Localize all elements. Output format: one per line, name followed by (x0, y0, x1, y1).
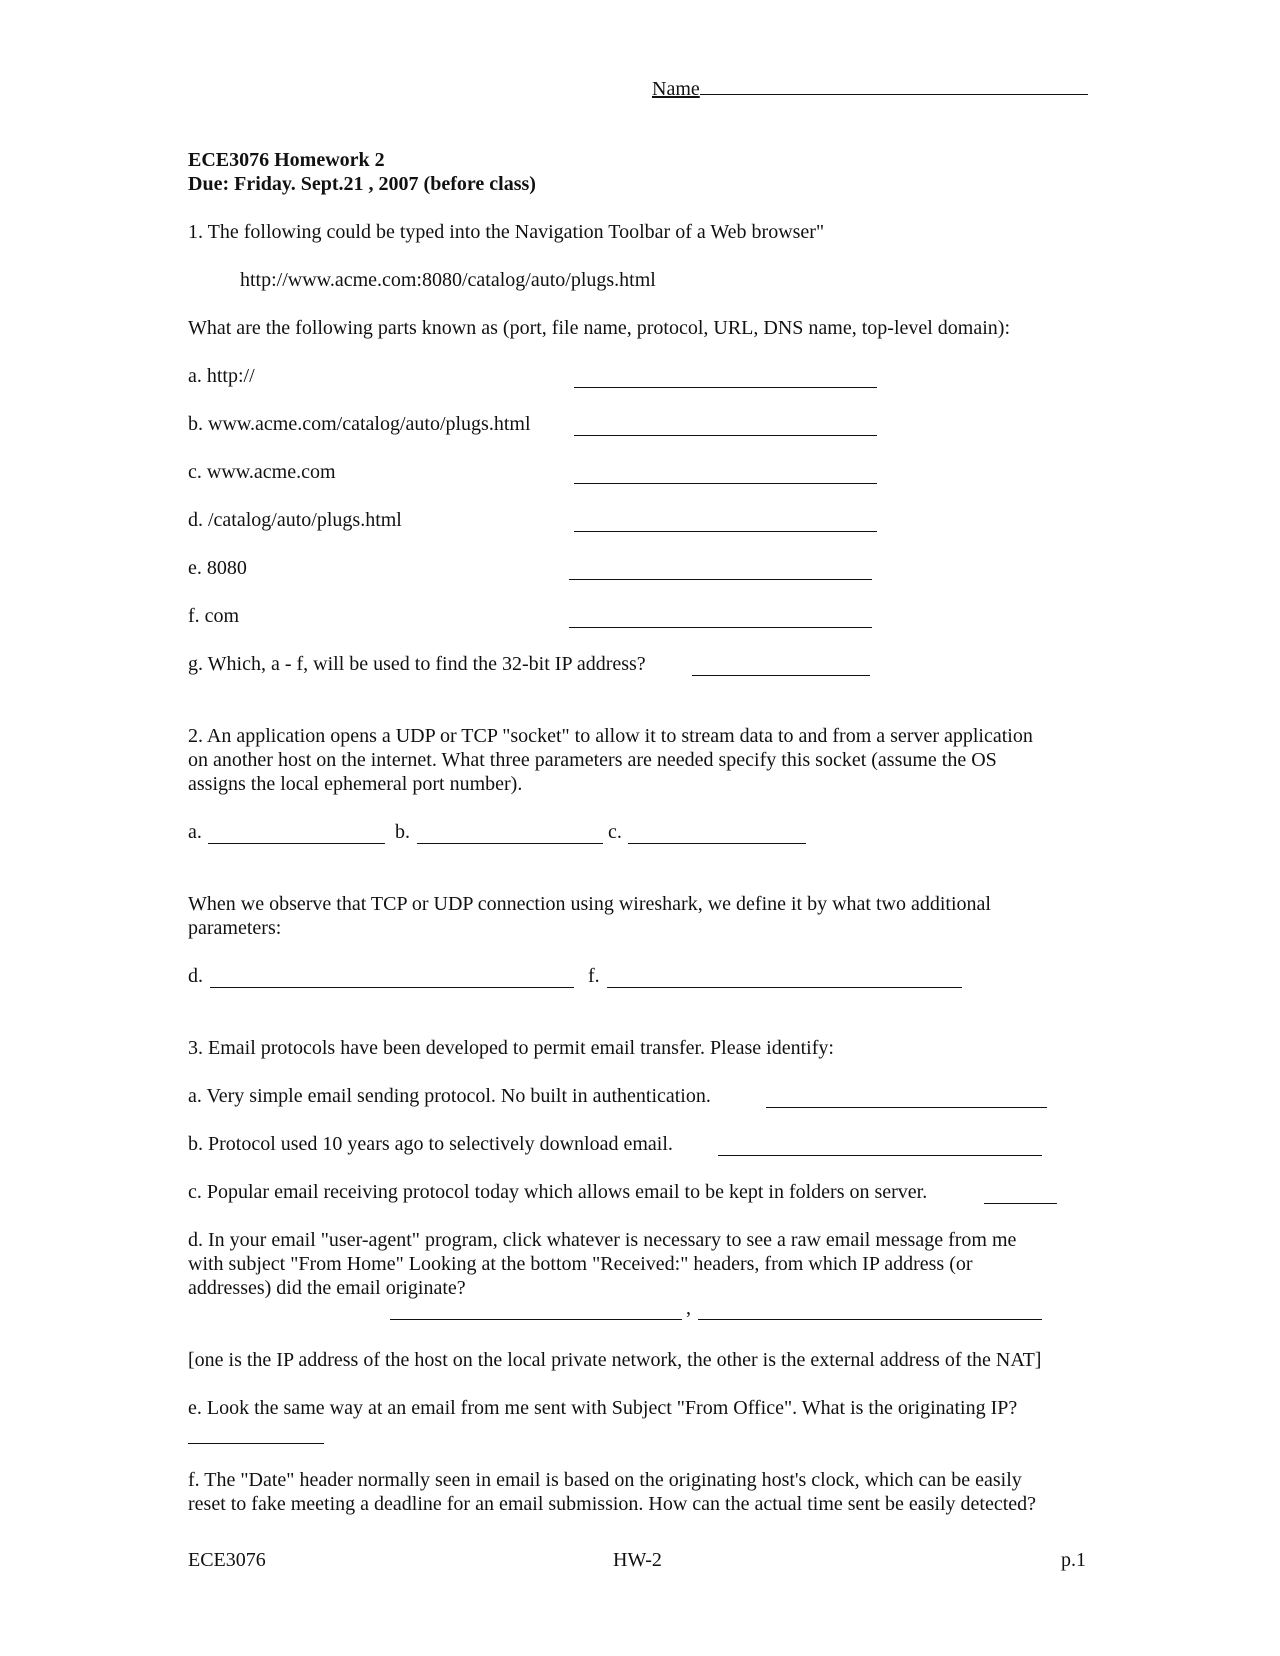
q1-answer-c[interactable] (574, 465, 877, 484)
name-label: Name (652, 78, 700, 100)
q2-answer-d[interactable] (210, 969, 574, 988)
q2-label-f: f. (588, 965, 600, 987)
q2-label-a: a. (188, 821, 202, 843)
q3-answer-b[interactable] (718, 1137, 1042, 1156)
q2-answer-f[interactable] (607, 969, 962, 988)
q3-item-b: b. Protocol used 10 years ago to selectively download email. (188, 1133, 673, 1155)
q3-answer-e[interactable] (188, 1425, 324, 1444)
q1-item-a: a. http:// (188, 365, 255, 387)
q1-answer-d[interactable] (574, 513, 877, 532)
q3-answer-c[interactable] (984, 1185, 1057, 1204)
footer-course: ECE3076 (188, 1549, 266, 1571)
homework-title: ECE3076 Homework 2 (188, 149, 385, 171)
q2-label-b: b. (395, 821, 410, 843)
q1-item-d: d. /catalog/auto/plugs.html (188, 509, 402, 531)
q2-line-1: 2. An application opens a UDP or TCP "socket" to allow it to stream data to and from a server application (188, 725, 1033, 747)
q2-line-3: assigns the local ephemeral port number). (188, 773, 523, 795)
q1-answer-a[interactable] (574, 369, 877, 388)
q3-item-a: a. Very simple email sending protocol. No built in authentication. (188, 1085, 711, 1107)
q2-wireshark-line-2: parameters: (188, 917, 282, 939)
q3-item-c: c. Popular email receiving protocol today which allows email to be kept in folders on server. (188, 1181, 928, 1203)
q3-answer-d-nat-ip[interactable] (698, 1301, 1042, 1320)
q2-answer-c[interactable] (628, 825, 806, 844)
q1-url: http://www.acme.com:8080/catalog/auto/plugs.html (240, 269, 656, 291)
q3-answer-d-private-ip[interactable] (390, 1301, 682, 1320)
q1-item-f: f. com (188, 605, 240, 627)
q3-item-d-line-3: addresses) did the email originate? (188, 1277, 466, 1299)
name-field-row (652, 76, 1088, 101)
q2-answer-a[interactable] (208, 825, 385, 844)
q3-item-f-line-2: reset to fake meeting a deadline for an email submission. How can the actual time sent be easily detected? (188, 1493, 1037, 1515)
q3-item-e: e. Look the same way at an email from me sent with Subject "From Office". What is the originating IP? (188, 1397, 1018, 1419)
q1-item-e: e. 8080 (188, 557, 247, 579)
q1-answer-b[interactable] (574, 417, 877, 436)
q1-intro: 1. The following could be typed into the Navigation Toolbar of a Web browser" (188, 221, 825, 243)
name-input-line[interactable] (700, 76, 1088, 95)
q3-note: [one is the IP address of the host on the local private network, the other is the external address of the NAT] (188, 1349, 1042, 1371)
q3-item-d-line-2: with subject "From Home" Looking at the bottom "Received:" headers, from which IP address (or (188, 1253, 973, 1275)
q1-item-g: g. Which, a - f, will be used to find the 32-bit IP address? (188, 653, 646, 675)
q2-line-2: on another host on the internet. What three parameters are needed specify this socket (assume the OS (188, 749, 997, 771)
q3-item-f-line-1: f. The "Date" header normally seen in email is based on the originating host's clock, which can be easily (188, 1469, 1022, 1491)
q3-answer-d-separator: , (686, 1297, 691, 1319)
q2-answer-b[interactable] (417, 825, 603, 844)
q1-answer-g[interactable] (692, 657, 870, 676)
q3-intro: 3. Email protocols have been developed to permit email transfer. Please identify: (188, 1037, 834, 1059)
q1-prompt: What are the following parts known as (port, file name, protocol, URL, DNS name, top-level domain): (188, 317, 1011, 339)
q1-answer-f[interactable] (569, 609, 872, 628)
footer-page-number: p.1 (1061, 1549, 1086, 1571)
due-date: Due: Friday. Sept.21 , 2007 (before class) (188, 173, 536, 195)
q1-item-b: b. www.acme.com/catalog/auto/plugs.html (188, 413, 531, 435)
footer-hw: HW-2 (613, 1549, 662, 1571)
q1-answer-e[interactable] (569, 561, 872, 580)
q2-label-d: d. (188, 965, 203, 987)
q2-label-c: c. (608, 821, 622, 843)
q3-item-d-line-1: d. In your email "user-agent" program, click whatever is necessary to see a raw email message from me (188, 1229, 1017, 1251)
q3-answer-a[interactable] (766, 1089, 1047, 1108)
q2-wireshark-line-1: When we observe that TCP or UDP connection using wireshark, we define it by what two additional (188, 893, 991, 915)
q1-item-c: c. www.acme.com (188, 461, 336, 483)
